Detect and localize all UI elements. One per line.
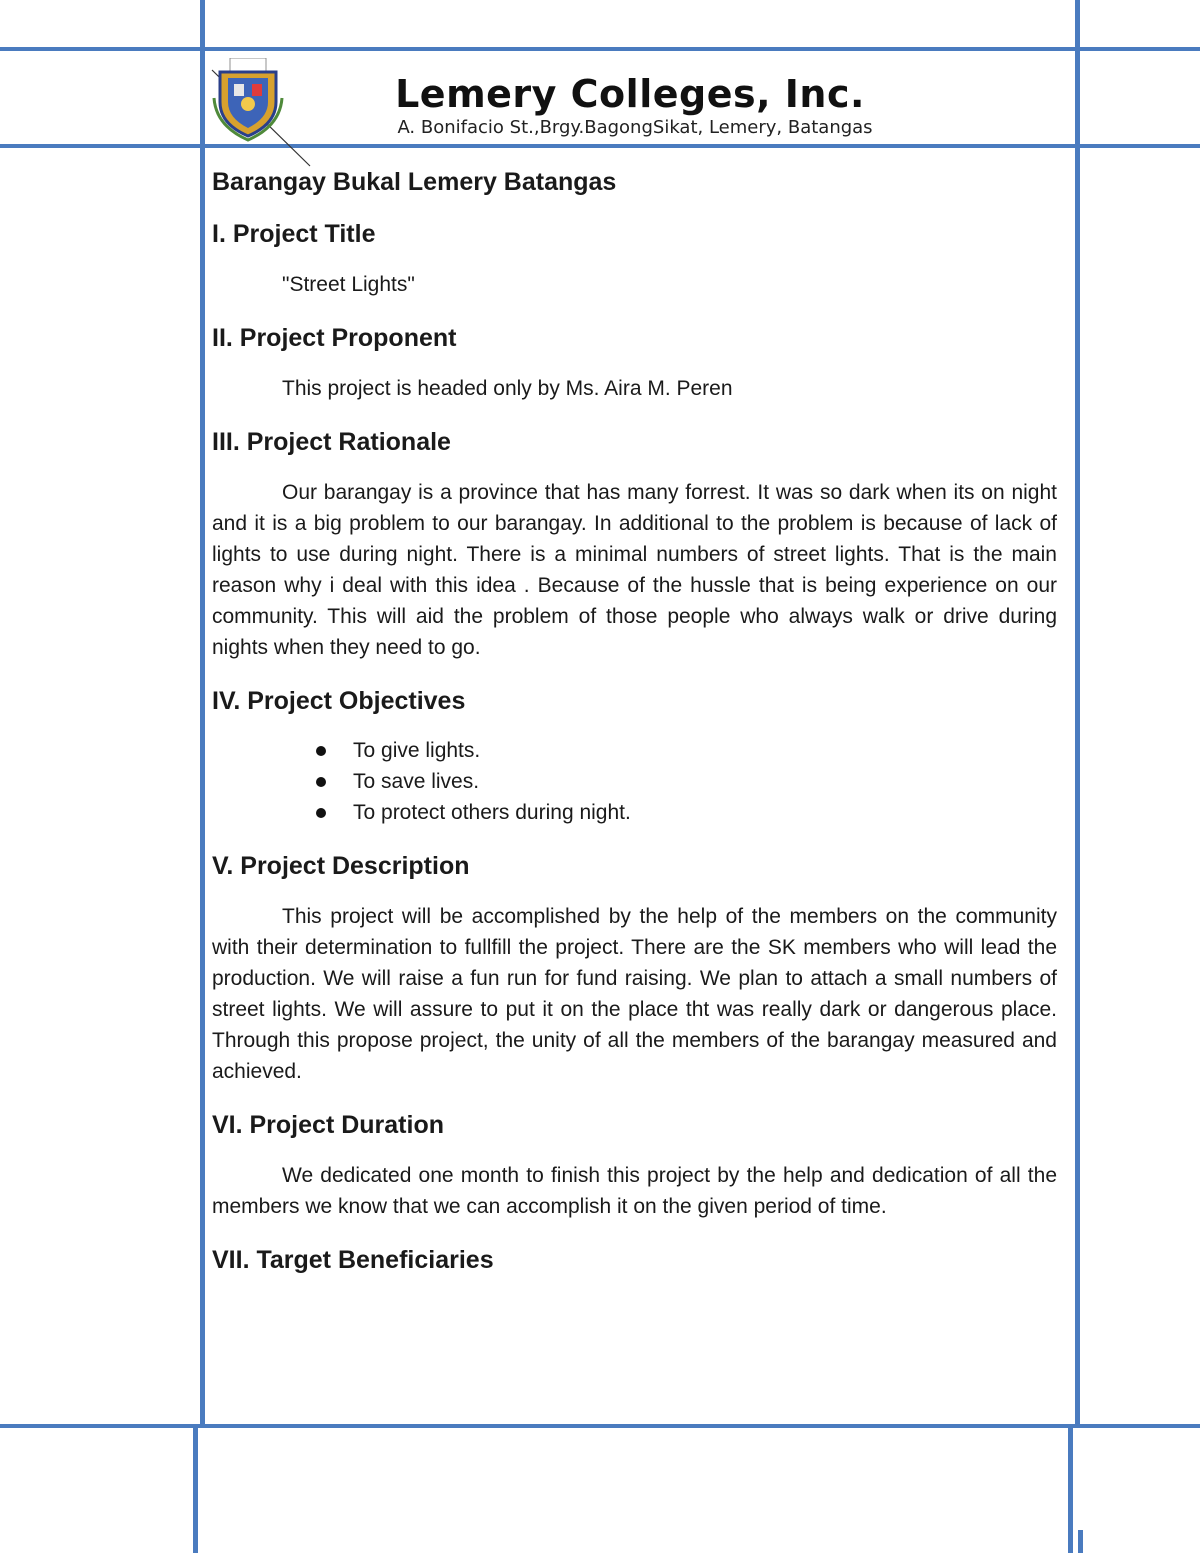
- objectives-list: [212, 735, 1057, 828]
- right-border-tail: [1078, 1530, 1083, 1553]
- school-name: Lemery Colleges, Inc.: [395, 72, 865, 116]
- project-proponent-text: This project is headed only by Ms. Aira M. Peren: [282, 377, 733, 400]
- shield-icon: [212, 58, 284, 142]
- right-border-lower: [1068, 1426, 1073, 1553]
- section-title: IV. Project Objectives: [212, 687, 466, 715]
- section-title: VI. Project Duration: [212, 1111, 444, 1139]
- barangay-heading: Barangay Bukal Lemery Batangas: [212, 168, 617, 196]
- section-title: III. Project Rationale: [212, 428, 451, 456]
- header-top-rule: [0, 47, 1200, 51]
- list-item: To give lights.: [316, 735, 1057, 766]
- list-item: To save lives.: [316, 766, 1057, 797]
- school-address: A. Bonifacio St.,Brgy.BagongSikat, Lemery, Batangas: [397, 117, 873, 138]
- project-title-text: "Street Lights": [282, 273, 415, 296]
- section-title: V. Project Description: [212, 852, 470, 880]
- document-body: [212, 164, 1057, 1278]
- footer-rule: [0, 1424, 1200, 1428]
- section-title: VII. Target Beneficiaries: [212, 1246, 494, 1274]
- project-duration-text: We dedicated one month to finish this project by the help and dedication of all the members we know that we can accomplish it on the given period of time.: [212, 1164, 1057, 1218]
- right-border-upper: [1075, 0, 1080, 1426]
- school-logo: [212, 58, 284, 142]
- left-border-lower: [193, 1426, 198, 1553]
- project-rationale-text: Our barangay is a province that has many forrest. It was so dark when its on night and it is a big problem to our barangay. In additional to the problem is because of lack of lights to use during night. There is a minimal numbers of street lights. That is the main reason why i deal with this idea . Because of the hussle that is being experience on our community. This will aid the problem of those people who always walk or drive during nights when they need to go.: [212, 481, 1057, 659]
- section-title: II. Project Proponent: [212, 324, 457, 352]
- section-title: I. Project Title: [212, 220, 376, 248]
- left-border-upper: [200, 0, 205, 1426]
- project-description-text: This project will be accomplished by the help of the members on the community with their determination to fullfill the project. There are the SK members who will lead the production. We will raise a fun run for fund raising. We plan to attach a small numbers of street lights. We will assure to put it on the place tht was really dark or dangerous place. Through this propose project, the unity of all the members of the barangay measured and achieved.: [212, 905, 1057, 1083]
- list-item: To protect others during night.: [316, 797, 1057, 828]
- header-bottom-rule: [0, 144, 1200, 148]
